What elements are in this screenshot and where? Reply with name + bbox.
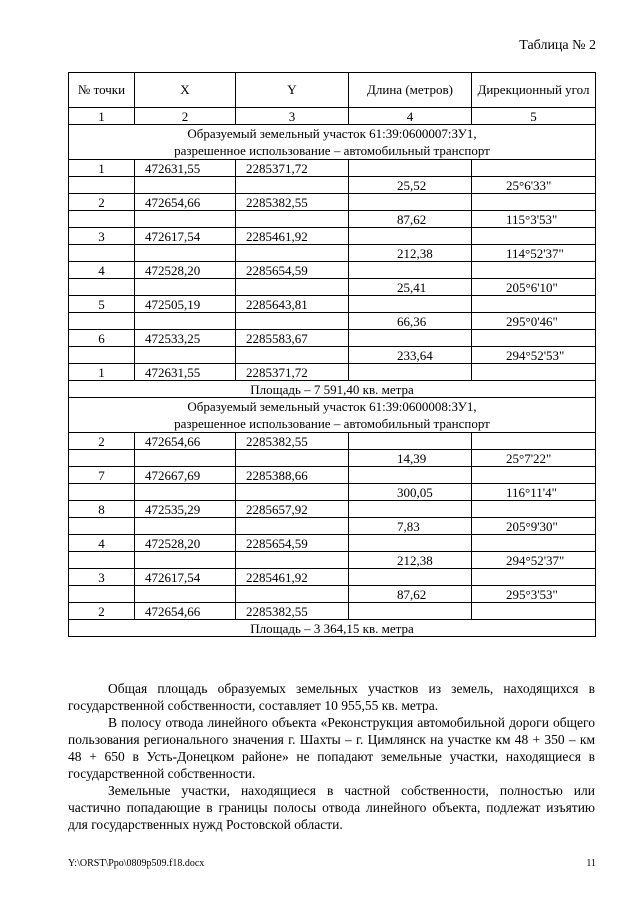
y-coordinate [236,313,349,330]
x-coordinate [135,313,236,330]
x-coordinate [135,450,236,467]
table-row [69,313,596,330]
x-coordinate: 472535,29 [135,501,236,518]
segment-length: 7,83 [349,518,472,535]
section-title [69,398,596,433]
table-row [69,484,596,501]
table-row [69,518,596,535]
y-coordinate [236,211,349,228]
y-coordinate: 2285382,55 [236,603,349,620]
segment-length: 212,38 [349,552,472,569]
segment-length [349,433,472,450]
direction-angle: 25°6'33" [472,177,596,194]
direction-angle: 114°52'37" [472,245,596,262]
point-number: 3 [69,569,135,586]
column-number: 3 [236,108,349,125]
direction-angle [472,160,596,177]
x-coordinate [135,245,236,262]
segment-length [349,194,472,211]
point-number: 1 [69,160,135,177]
section-title-row [69,125,596,160]
area-value: Площадь – 7 591,40 кв. метра [69,381,596,398]
segment-length [349,364,472,381]
segment-length: 87,62 [349,586,472,603]
y-coordinate: 2285382,55 [236,194,349,211]
table-row [69,501,596,518]
x-coordinate [135,586,236,603]
direction-angle [472,569,596,586]
segment-length [349,160,472,177]
table-row [69,211,596,228]
section-title [69,125,596,160]
point-number: 3 [69,228,135,245]
segment-length [349,501,472,518]
point-number: 5 [69,296,135,313]
area-row [69,381,596,398]
point-number: 1 [69,364,135,381]
y-coordinate [236,245,349,262]
table-row [69,450,596,467]
y-coordinate [236,552,349,569]
x-coordinate: 472654,66 [135,603,236,620]
column-number: 2 [135,108,236,125]
segment-length [349,262,472,279]
segment-length: 212,38 [349,245,472,262]
y-coordinate: 2285583,67 [236,330,349,347]
segment-length: 25,41 [349,279,472,296]
paragraph: В полосу отвода линейного объекта «Реконструкция автомобильной дороги общего пользования регионального значения г. Шахты – г. Цимлянск на участке км 48 + 350 – км 48 + 650 в Усть-Донецком районе» не попадают земельные участки, находящиеся в государственной собственности. [68,715,595,781]
point-number: 6 [69,330,135,347]
table-caption: Таблица № 2 [519,38,596,53]
x-coordinate: 472654,66 [135,433,236,450]
table-row [69,364,596,381]
x-coordinate: 472617,54 [135,569,236,586]
segment-length: 25,52 [349,177,472,194]
coordinates-table [68,72,596,637]
y-coordinate [236,484,349,501]
direction-angle [472,501,596,518]
header-point-number: № точки [69,73,135,108]
section-title-line: разрешенное использование – автомобильный транспорт [174,416,490,431]
point-number [69,552,135,569]
point-number [69,245,135,262]
segment-length: 14,39 [349,450,472,467]
segment-length: 300,05 [349,484,472,501]
table-row [69,347,596,364]
y-coordinate [236,279,349,296]
y-coordinate: 2285371,72 [236,364,349,381]
segment-length [349,467,472,484]
table-row [69,552,596,569]
x-coordinate: 472533,25 [135,330,236,347]
table-row [69,177,596,194]
direction-angle: 205°9'30" [472,518,596,535]
table-row [69,586,596,603]
area-value: Площадь – 3 364,15 кв. метра [69,620,596,637]
point-number [69,177,135,194]
x-coordinate: 472631,55 [135,364,236,381]
point-number: 2 [69,194,135,211]
table-row [69,262,596,279]
table-row [69,296,596,313]
y-coordinate [236,586,349,603]
direction-angle [472,296,596,313]
segment-length [349,569,472,586]
y-coordinate [236,518,349,535]
x-coordinate: 472667,69 [135,467,236,484]
point-number [69,211,135,228]
segment-length [349,296,472,313]
point-number: 8 [69,501,135,518]
segment-length [349,535,472,552]
table-row [69,569,596,586]
point-number [69,518,135,535]
y-coordinate: 2285654,59 [236,262,349,279]
point-number: 7 [69,467,135,484]
table-row [69,467,596,484]
point-number [69,484,135,501]
direction-angle [472,433,596,450]
segment-length [349,330,472,347]
segment-length [349,603,472,620]
x-coordinate [135,347,236,364]
header-x: X [135,73,236,108]
direction-angle: 116°11'4" [472,484,596,501]
direction-angle: 205°6'10" [472,279,596,296]
direction-angle: 295°3'53" [472,586,596,603]
y-coordinate: 2285388,66 [236,467,349,484]
x-coordinate: 472528,20 [135,262,236,279]
column-numbers-row [69,108,596,125]
direction-angle [472,364,596,381]
table-row [69,194,596,211]
x-coordinate [135,552,236,569]
x-coordinate [135,177,236,194]
direction-angle [472,535,596,552]
segment-length [349,228,472,245]
page-number: 11 [586,858,596,869]
table-row [69,245,596,262]
column-number: 5 [472,108,596,125]
column-number: 1 [69,108,135,125]
y-coordinate [236,450,349,467]
segment-length: 66,36 [349,313,472,330]
column-number: 4 [349,108,472,125]
y-coordinate [236,347,349,364]
direction-angle: 115°3'53" [472,211,596,228]
x-coordinate [135,484,236,501]
direction-angle: 295°0'46" [472,313,596,330]
point-number [69,586,135,603]
x-coordinate [135,518,236,535]
table-row [69,433,596,450]
point-number: 4 [69,535,135,552]
point-number [69,347,135,364]
direction-angle: 294°52'53" [472,347,596,364]
body-text [68,680,595,833]
point-number: 2 [69,603,135,620]
section-title-row [69,398,596,433]
point-number: 2 [69,433,135,450]
table-row [69,535,596,552]
direction-angle [472,330,596,347]
x-coordinate: 472505,19 [135,296,236,313]
direction-angle [472,603,596,620]
table-header-row [69,73,596,108]
header-y: Y [236,73,349,108]
x-coordinate: 472617,54 [135,228,236,245]
y-coordinate: 2285382,55 [236,433,349,450]
header-length: Длина (метров) [349,73,472,108]
direction-angle [472,262,596,279]
table-row [69,279,596,296]
y-coordinate: 2285643,81 [236,296,349,313]
section-title-line: разрешенное использование – автомобильный транспорт [174,143,490,158]
y-coordinate: 2285461,92 [236,569,349,586]
x-coordinate: 472631,55 [135,160,236,177]
y-coordinate: 2285657,92 [236,501,349,518]
segment-length: 87,62 [349,211,472,228]
y-coordinate: 2285654,59 [236,535,349,552]
x-coordinate [135,279,236,296]
section-title-line: Образуемый земельный участок 61:39:0600008:ЗУ1, [187,399,477,414]
section-title-line: Образуемый земельный участок 61:39:0600007:ЗУ1, [187,126,477,141]
direction-angle: 294°52'37" [472,552,596,569]
table-row [69,228,596,245]
area-row [69,620,596,637]
header-direction-angle: Дирекционный угол [472,73,596,108]
y-coordinate: 2285371,72 [236,160,349,177]
table-row [69,603,596,620]
y-coordinate [236,177,349,194]
segment-length: 233,64 [349,347,472,364]
point-number [69,450,135,467]
point-number: 4 [69,262,135,279]
point-number [69,313,135,330]
x-coordinate: 472528,20 [135,535,236,552]
direction-angle [472,228,596,245]
table-row [69,330,596,347]
direction-angle: 25°7'22" [472,450,596,467]
point-number [69,279,135,296]
paragraph: Общая площадь образуемых земельных участков из земель, находящихся в государственной собственности, составляет 10 955,55 кв. метра. [68,681,595,713]
direction-angle [472,467,596,484]
y-coordinate: 2285461,92 [236,228,349,245]
x-coordinate: 472654,66 [135,194,236,211]
direction-angle [472,194,596,211]
table-row [69,160,596,177]
x-coordinate [135,211,236,228]
footer-file-path: Y:\ORST\Ppo\0809p509.f18.docx [68,858,205,869]
paragraph: Земельные участки, находящиеся в частной собственности, полностью или частично попадающие в границы полосы отвода линейного объекта, подлежат изъятию для государственных нужд Ростовской области. [68,783,595,832]
